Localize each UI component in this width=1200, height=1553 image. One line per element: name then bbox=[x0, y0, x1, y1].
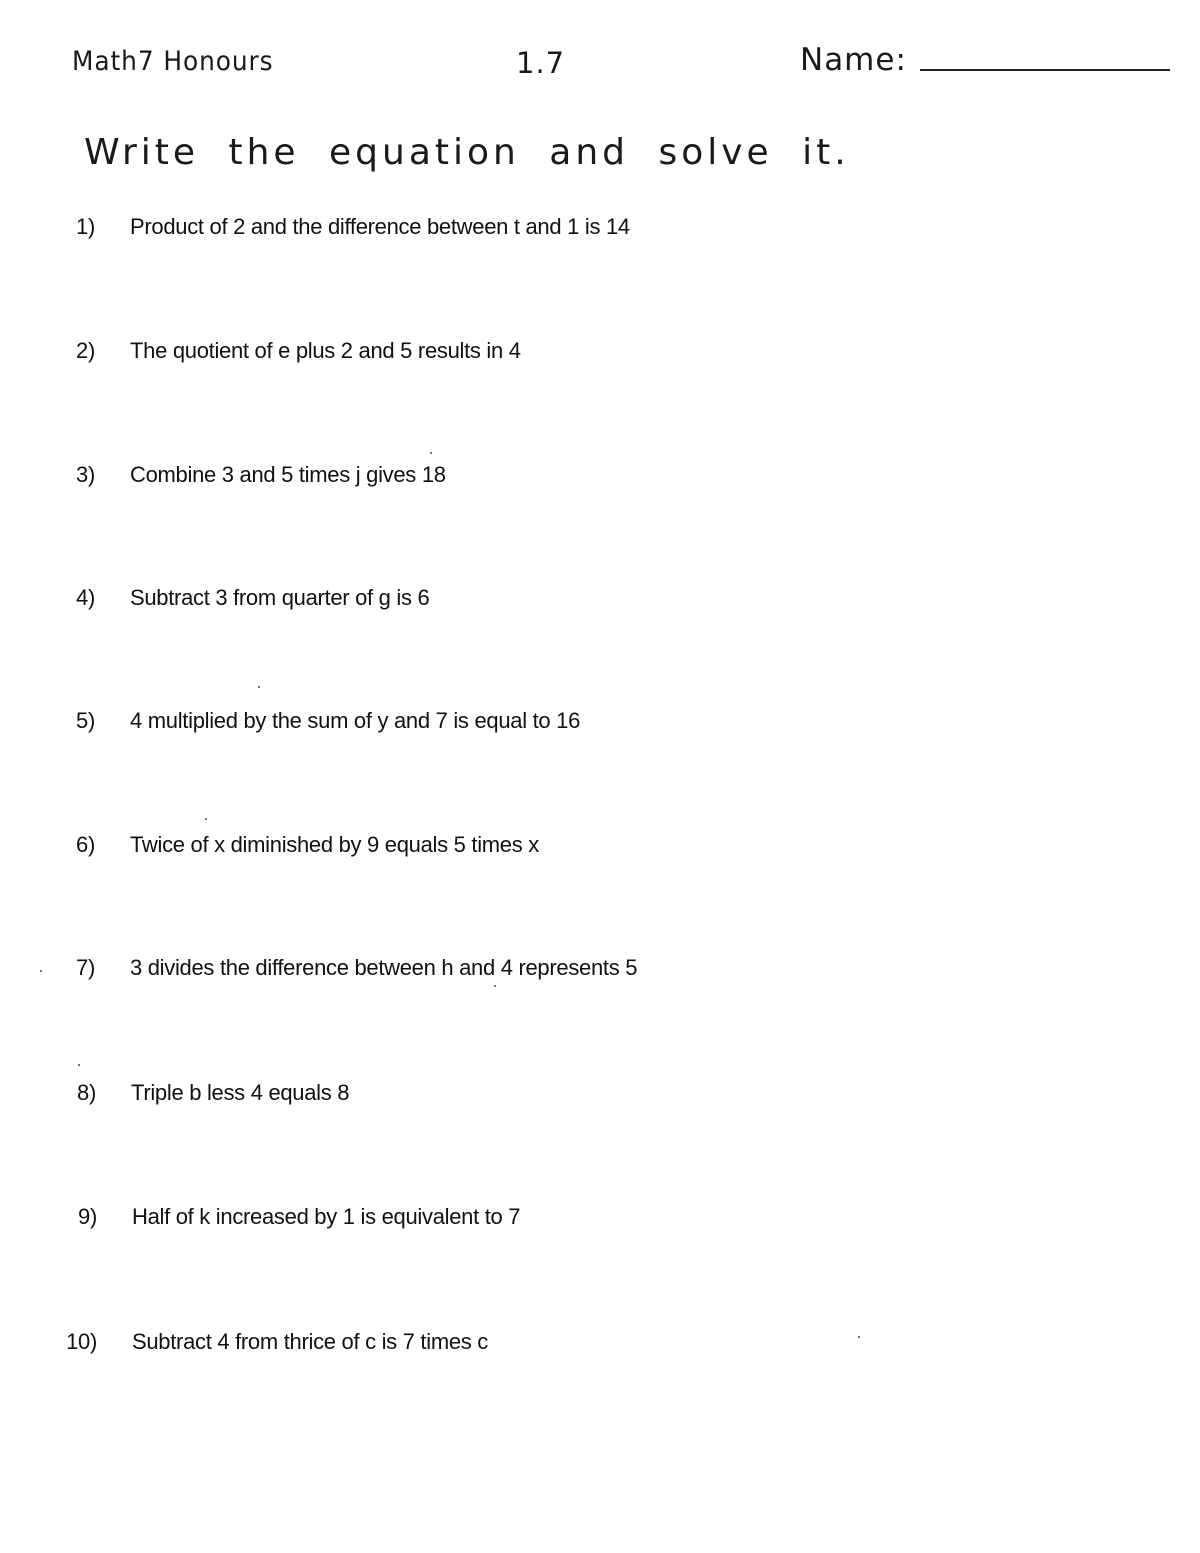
question-text: Product of 2 and the difference between t and 1 is 14 bbox=[130, 214, 630, 239]
question-text: Subtract 3 from quarter of g is 6 bbox=[130, 585, 430, 610]
question-number: 5) bbox=[76, 708, 95, 733]
scan-speck bbox=[858, 1336, 860, 1338]
question-number: 8) bbox=[77, 1080, 96, 1105]
question-text: Triple b less 4 equals 8 bbox=[131, 1080, 350, 1105]
scan-speck bbox=[494, 985, 496, 987]
question-text: Subtract 4 from thrice of c is 7 times c bbox=[132, 1329, 489, 1354]
question-text: Twice of x diminished by 9 equals 5 times x bbox=[130, 832, 539, 857]
question-number: 3) bbox=[76, 462, 95, 487]
question-text: Combine 3 and 5 times j gives 18 bbox=[130, 462, 446, 487]
question-number: 4) bbox=[76, 585, 95, 610]
question-number: 6) bbox=[76, 832, 95, 857]
name-label: Name: bbox=[800, 42, 907, 78]
question-text: 3 divides the difference between h and 4 represents 5 bbox=[130, 955, 638, 980]
question-number: 1) bbox=[76, 214, 95, 239]
scan-speck bbox=[258, 686, 260, 688]
section-number: 1.7 bbox=[516, 46, 566, 80]
instructions: Write the equation and solve it. bbox=[84, 132, 850, 173]
scan-speck bbox=[78, 1064, 80, 1066]
question-text: Half of k increased by 1 is equivalent to 7 bbox=[132, 1204, 521, 1229]
question-number: 7) bbox=[76, 955, 95, 980]
question-number: 9) bbox=[78, 1204, 97, 1229]
question-number: 2) bbox=[76, 338, 95, 363]
scan-speck bbox=[205, 818, 207, 820]
question-text: The quotient of e plus 2 and 5 results in 4 bbox=[130, 338, 521, 363]
course-title: Math7 Honours bbox=[72, 46, 274, 77]
scan-speck bbox=[40, 970, 42, 972]
name-blank-line[interactable] bbox=[920, 69, 1170, 71]
question-number: 10) bbox=[66, 1329, 97, 1354]
question-text: 4 multiplied by the sum of y and 7 is equal to 16 bbox=[130, 708, 581, 733]
scan-speck bbox=[430, 452, 432, 454]
